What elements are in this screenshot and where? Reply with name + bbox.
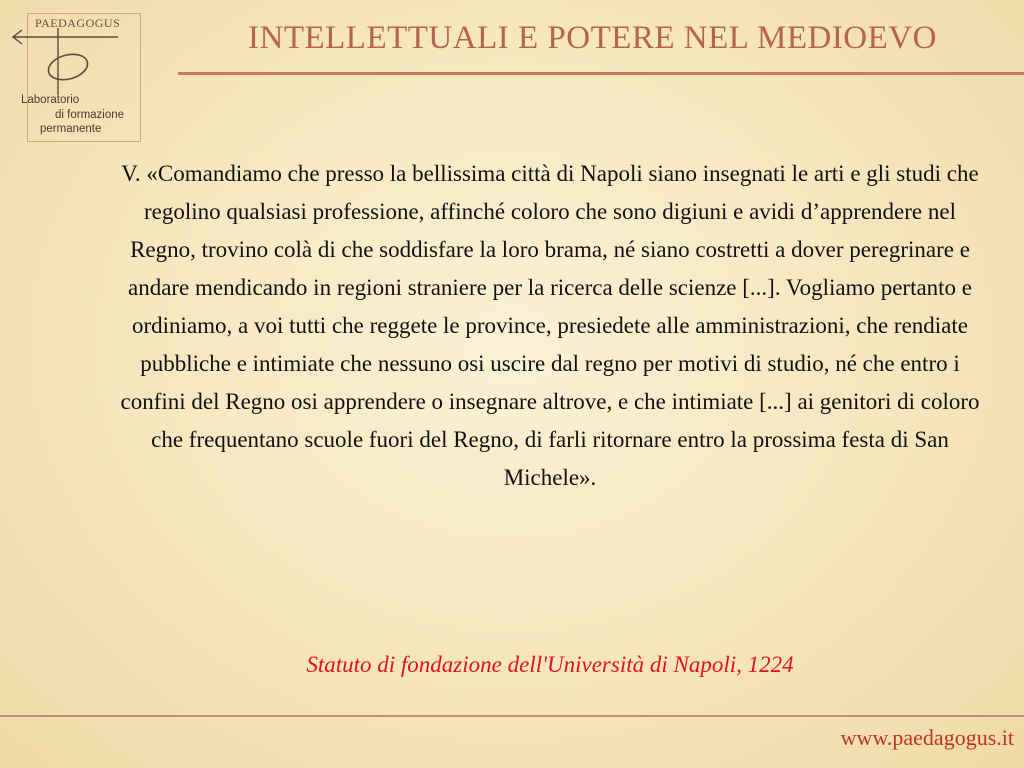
footer-website-link[interactable]: www.paedagogus.it <box>840 725 1014 750</box>
logo-line-1: Laboratorio <box>21 94 80 106</box>
logo-line-2: di formazione <box>55 109 125 121</box>
logo-arrow-icon <box>8 25 128 95</box>
logo-line-3: permanente <box>40 123 102 135</box>
footer-divider <box>0 715 1024 717</box>
title-divider <box>178 72 1024 75</box>
page-title: INTELLETTUALI E POTERE NEL MEDIOEVO <box>248 20 937 56</box>
quote-text: V. «Comandiamo che presso la bellissima città di Napoli siano insegnati le arti e gli studi che regolino qualsiasi professione, affinché coloro che sono digiuni e avidi d’apprendere nel Regno, trovino colà di che soddisfare la loro brama, né siano costretti a dover peregrinare e andare mendicando in regioni straniere per la ricerca delle scienze [...]. Vogliamo pertanto e ordiniamo, a voi tutti che reggete le province, presiedete alle amministrazioni, che rendiate pubbliche e intimiate che nessuno osi uscire dal regno per motivi di studio, né che entro i confini del Regno osi apprendere o insegnare altrove, e che intimiate [...] ai genitori di coloro che frequentano scuole fuori del Regno, di farli ritornare entro la prossima festa di San Michele». <box>120 161 980 490</box>
quote-citation: Statuto di fondazione dell'Università di Napoli, 1224 <box>306 652 794 677</box>
logo-name: PAEDAGOGUS <box>35 16 121 30</box>
